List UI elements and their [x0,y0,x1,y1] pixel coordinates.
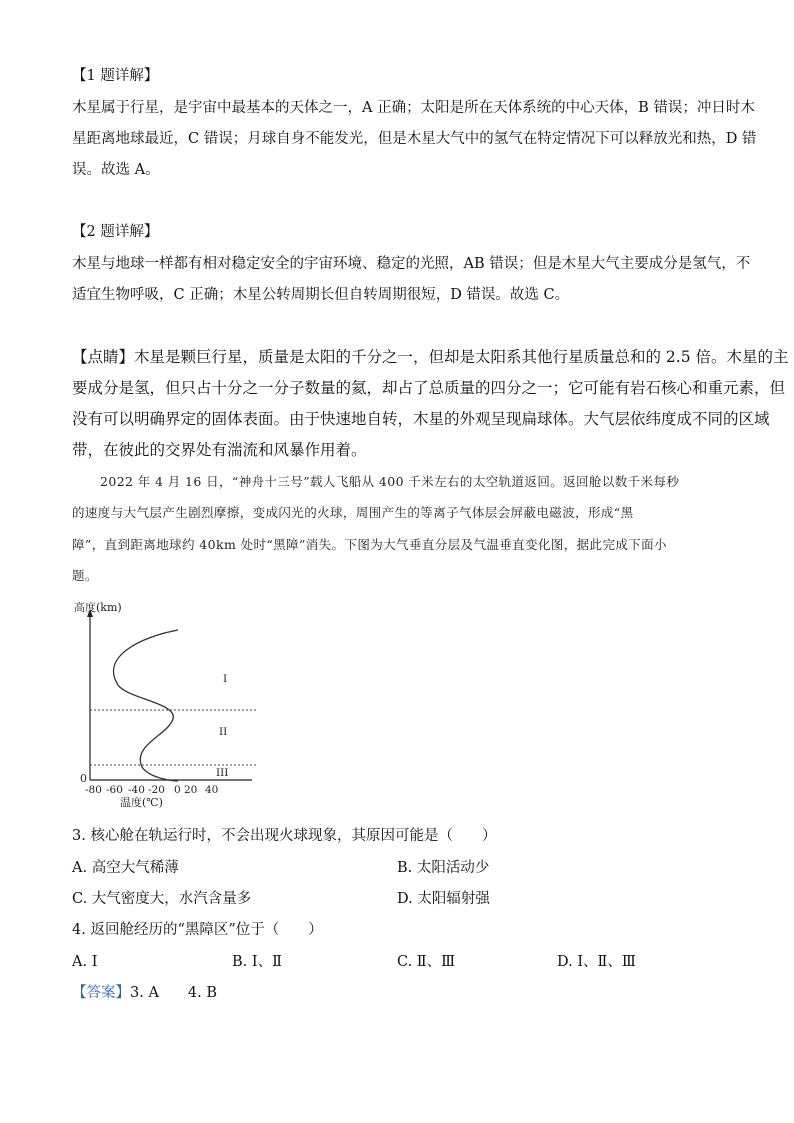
answer-text: 3. A 4. B [130,985,218,1001]
answer-tag: 【答案】 [72,985,130,1001]
x-tick-3: -20 [148,784,165,796]
q3-option-a[interactable]: A. 高空大气稀薄 [72,860,179,876]
x-axis-label: 温度(℃) [120,796,163,809]
x-tick-4: 0 [174,784,181,796]
q2-detail-header: 【2 题详解】 [72,224,159,240]
x-tick-labels [85,784,218,796]
y-axis-label: 高度(km) [74,601,122,614]
q4-option-c[interactable]: C. Ⅱ、Ⅲ [397,954,456,970]
passage-line-1: 2022 年 4 月 16 日，“神舟十三号”载人飞船从 400 千米左右的太空轨道返回。返回舱以数千米每秒 [100,474,680,489]
q4-stem: 4. 返回舱经历的“黑障区”位于（ ） [72,922,323,938]
q1-detail-header: 【1 题详解】 [72,68,159,84]
layer-label-3: III [216,767,229,779]
q4-option-a[interactable]: A. Ⅰ [72,954,98,970]
x-tick-1: -60 [106,784,123,796]
dianjing-line-3: 没有可以明确界定的固体表面。由于快速地自转，木星的外观呈现扁球体。大气层依纬度成不同的区域 [72,410,770,428]
q3-stem: 3. 核心舱在轨运行时，不会出现火球现象，其原因可能是（ ） [72,828,497,844]
dianjing-line-2: 要成分是氢，但只占十分之一分子数量的氦，却占了总质量的四分之一；它可能有岩石核心和重元素，但 [72,379,786,397]
x-tick-0: -80 [85,784,102,796]
passage-line-4: 题。 [72,568,98,583]
dianjing-line-4: 带，在彼此的交界处有湍流和风暴作用着。 [72,441,367,459]
q2-detail-line-2: 适宜生物呼吸，C 正确；木星公转周期长但自转周期很短，D 错误。故选 C。 [72,287,570,303]
passage-line-2: 的速度与大气层产生剧烈摩擦，变成闪光的火球，周围产生的等离子气体层会屏蔽电磁波，形成“黑 [72,505,634,520]
q1-detail-line-2: 星距离地球最近，C 错误；月球自身不能发光，但是木星大气中的氢气在特定情况下可以释放光和热，D 错 [72,131,757,147]
q3-option-c[interactable]: C. 大气密度大，水汽含量多 [72,891,252,907]
x-tick-2: -40 [128,784,145,796]
q3-option-b[interactable]: B. 太阳活动少 [397,860,490,876]
q3-option-d[interactable]: D. 太阳辐射强 [397,891,490,907]
passage-line-3: 障”，直到距离地球约 40km 处时“黑障”消失。下图为大气垂直分层及气温垂直变化图，据此完成下面小 [72,537,667,552]
figure-svg [60,595,280,810]
answer-line [72,983,217,1003]
q4-option-b[interactable]: B. Ⅰ、Ⅱ [232,954,282,970]
atmosphere-temperature-figure [60,595,280,810]
q2-detail-line-1: 木星与地球一样都有相对稳定安全的宇宙环境、稳定的光照，AB 错误；但是木星大气主要成分是氢气，不 [72,256,751,272]
temperature-curve [114,630,178,781]
layer-label-2: II [219,726,228,738]
origin-label: 0 [80,772,87,785]
x-tick-5: 20 [184,784,198,796]
q1-detail-line-3: 误。故选 A。 [72,162,160,178]
dianjing-line-1: 【点睛】木星是颗巨行星，质量是太阳的千分之一，但却是太阳系其他行星质量总和的 2.5 倍。木星的主 [72,348,789,366]
layer-label-1: I [223,673,228,685]
q1-detail-line-1: 木星属于行星，是宇宙中最基本的天体之一，A 正确；太阳是所在天体系统的中心天体，B 错误；冲日时木 [72,100,755,116]
x-tick-6: 40 [205,784,219,796]
q4-option-d[interactable]: D. Ⅰ、Ⅱ、Ⅲ [557,954,636,970]
